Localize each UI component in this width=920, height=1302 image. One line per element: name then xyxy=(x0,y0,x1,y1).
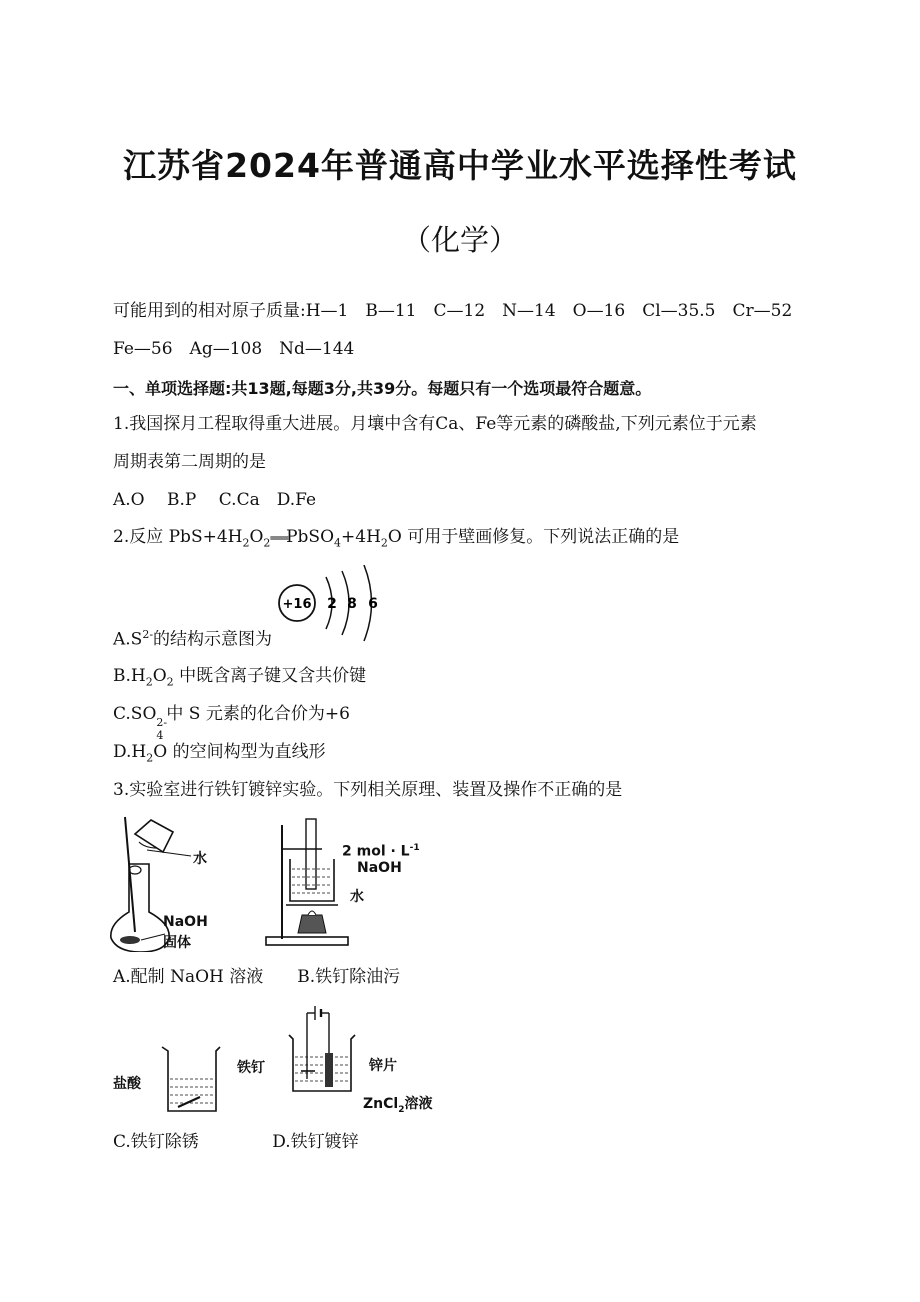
shell-electrons-1: 2 xyxy=(327,596,337,612)
q2-option-b: $B.H_2O_2$ 中既含离子键又含共价键 xyxy=(113,666,367,689)
label-zncl2-solution: ZnCl$_2$溶液 xyxy=(363,1096,433,1115)
atomic-masses-line1: 可能用到的相对原子质量:H—1 B—11 C—12 N—14 O—16 Cl—35.5 Cr—52 xyxy=(113,301,793,321)
q3-caption-cd: C.铁钉除锈 D.铁钉镀锌 xyxy=(113,1132,359,1152)
page-subtitle: （化学） xyxy=(401,223,518,257)
q1-stem-line2: 周期表第二周期的是 xyxy=(113,452,266,472)
label-naoh-solid-1: NaOH xyxy=(163,914,208,930)
q2-stem: 2.反应 $PbS+4H_2O_2═══PbSO_4+4H_2O$ 可用于壁画修复。下列说法正确的是 xyxy=(113,527,680,550)
label-water-b: 水 xyxy=(350,889,364,905)
shell-electrons-3: 6 xyxy=(368,596,378,612)
page-title: 江苏省2024年普通高中学业水平选择性考试 xyxy=(123,146,797,185)
label-hcl: 盐酸 xyxy=(113,1076,141,1092)
diagram-d-electroplating xyxy=(285,1003,360,1098)
atomic-masses-line2: Fe—56 Ag—108 Nd—144 xyxy=(113,339,355,359)
sulfide-ion-structure-diagram xyxy=(276,565,386,643)
q2-option-a: $A.S^{2-}$的结构示意图为 xyxy=(113,628,273,650)
diagram-b-heating-setup xyxy=(262,815,352,950)
q2-option-d: $D.H_2O$ 的空间构型为直线形 xyxy=(113,742,326,765)
label-naoh-solution: NaOH xyxy=(357,860,402,876)
section-header: 一、单项选择题:共13题,每题3分,共39分。每题只有一个选项最符合题意。 xyxy=(113,379,652,398)
diagram-a-volumetric-flask xyxy=(105,812,225,952)
q3-caption-ab: A.配制 NaOH 溶液 B.铁钉除油污 xyxy=(113,967,401,987)
label-concentration: 2 mol · $L^{-1}$ xyxy=(342,843,420,860)
shell-electrons-2: 8 xyxy=(347,596,357,612)
q1-stem-line1: 1.我国探月工程取得重大进展。月壤中含有Ca、Fe等元素的磷酸盐,下列元素位于元素 xyxy=(113,414,757,434)
label-zinc-sheet: 锌片 xyxy=(369,1058,397,1074)
q2-option-c: C.SO 2- 4 中 S 元素的化合价为+6 xyxy=(113,704,350,742)
label-naoh-solid-2: 固体 xyxy=(163,935,191,951)
q3-stem: 3.实验室进行铁钉镀锌实验。下列相关原理、装置及操作不正确的是 xyxy=(113,780,623,800)
q1-options: A.O B.P C.Ca D.Fe xyxy=(113,490,317,510)
label-water-a: 水 xyxy=(193,851,207,867)
label-iron-nail: 铁钉 xyxy=(237,1060,265,1076)
nucleus-charge: +16 xyxy=(282,597,312,612)
diagram-c-beaker-hcl xyxy=(160,1045,222,1117)
